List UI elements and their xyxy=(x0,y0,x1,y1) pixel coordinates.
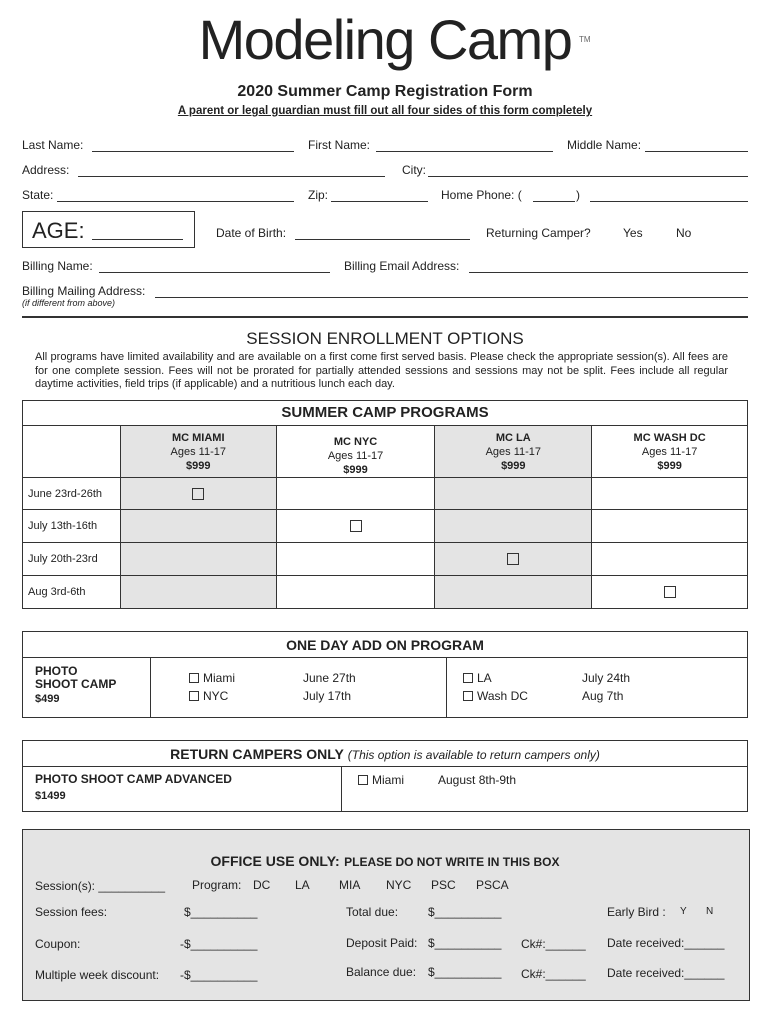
col-price: $999 xyxy=(501,460,526,472)
office-ck-2: Ck#:______ xyxy=(521,967,586,981)
oneday-date: July 24th xyxy=(582,671,631,685)
return-title: RETURN CAMPERS ONLY xyxy=(170,746,344,762)
returning-no-option[interactable]: No xyxy=(676,226,692,240)
cell-empty xyxy=(276,576,435,609)
cell-empty xyxy=(276,478,435,510)
checkbox-miami-june[interactable] xyxy=(192,488,204,500)
office-deposit-blank: $__________ xyxy=(428,936,502,950)
office-total-due-blank: $__________ xyxy=(428,905,502,919)
oneday-option-miami[interactable] xyxy=(189,671,235,685)
office-program-label: Program: xyxy=(192,878,242,892)
cell-empty xyxy=(120,543,276,576)
oneday-col-divider xyxy=(150,657,151,717)
home-phone-field[interactable] xyxy=(590,201,748,202)
address-label: Address: xyxy=(22,163,70,177)
cell-empty xyxy=(120,510,276,543)
session-title: SESSION ENROLLMENT OPTIONS xyxy=(246,329,524,348)
area-code-field[interactable] xyxy=(533,201,575,202)
cell-empty xyxy=(435,510,592,543)
billing-mailing-field[interactable] xyxy=(155,297,748,298)
billing-email-label: Billing Email Address: xyxy=(344,259,460,273)
option-city: LA xyxy=(477,671,492,685)
office-deposit-label: Deposit Paid: xyxy=(346,936,418,950)
office-header xyxy=(22,853,748,871)
row-label: July 20th-23rd xyxy=(23,543,121,576)
col-ages: Ages 11-17 xyxy=(327,450,384,462)
table-row xyxy=(23,576,748,609)
billing-mailing-label: Billing Mailing Address: xyxy=(22,284,146,298)
office-program-nyc: NYC xyxy=(386,878,412,892)
dob-field[interactable] xyxy=(295,239,470,240)
checkbox-icon xyxy=(463,691,473,701)
checkbox-icon xyxy=(189,691,199,701)
option-city: Wash DC xyxy=(477,689,528,703)
age-label: AGE: xyxy=(32,218,85,243)
option-city: NYC xyxy=(203,689,229,703)
session-description: All programs have limited availability and are available on a first come first served basis. Please check the appropriate session(s). All fees are for one complete session. Fees will not be prorated for partially attended sessions and sessions may not be split. Fees include all regular daytime activities, field trips (if applicable) and a nutritious lunch each day. xyxy=(35,351,728,390)
oneday-divider xyxy=(22,657,748,658)
office-sessions: Session(s): __________ xyxy=(35,879,166,893)
cell-miami-june xyxy=(120,478,276,510)
logo: Modeling Camp xyxy=(198,8,572,71)
office-date-received-1: Date received:______ xyxy=(607,936,725,950)
returning-yes-option[interactable]: Yes xyxy=(623,226,643,240)
row-label: Aug 3rd-6th xyxy=(23,576,121,609)
office-program-dc: DC xyxy=(253,878,271,892)
col-head-la xyxy=(435,426,592,478)
cell-empty xyxy=(276,543,435,576)
return-date: August 8th-9th xyxy=(438,773,517,787)
checkbox-icon xyxy=(358,775,368,785)
oneday-option-nyc[interactable] xyxy=(189,689,228,703)
office-early-bird: Early Bird : xyxy=(607,905,666,919)
last-name-field[interactable] xyxy=(92,151,294,152)
col-ages: Ages 11-17 xyxy=(485,446,542,458)
returning-camper-label: Returning Camper? xyxy=(486,226,591,240)
city-field[interactable] xyxy=(428,176,748,177)
home-phone-label: Home Phone: ( xyxy=(441,188,522,202)
office-program-mia: MIA xyxy=(339,878,361,892)
table-row xyxy=(23,478,748,510)
first-name-label: First Name: xyxy=(308,138,371,152)
return-note: (This option is available to return campers only) xyxy=(347,748,600,762)
oneday-date: July 17th xyxy=(303,689,352,703)
office-coupon-label: Coupon: xyxy=(35,937,81,951)
return-label: PHOTO SHOOT CAMP ADVANCED xyxy=(35,772,232,786)
address-field[interactable] xyxy=(78,176,385,177)
option-city: Miami xyxy=(372,773,404,787)
office-program-psca: PSCA xyxy=(476,878,509,892)
state-field[interactable] xyxy=(57,201,294,202)
col-price: $999 xyxy=(186,460,211,472)
form-subtitle: A parent or legal guardian must fill out all four sides of this form completely xyxy=(177,105,593,117)
oneday-label-line1: PHOTO xyxy=(35,664,78,678)
office-session-fees-label: Session fees: xyxy=(35,905,108,919)
return-header xyxy=(22,746,748,762)
col-head-miami xyxy=(120,426,276,478)
oneday-option-washdc[interactable] xyxy=(463,689,528,703)
cell-dc-aug3 xyxy=(592,576,748,609)
checkbox-nyc-july13[interactable] xyxy=(350,520,362,532)
return-price: $1499 xyxy=(35,790,66,802)
col-price: $999 xyxy=(657,460,682,472)
oneday-col-divider xyxy=(446,657,447,717)
middle-name-field[interactable] xyxy=(645,151,748,152)
return-option-miami[interactable] xyxy=(358,773,404,787)
office-balance-label: Balance due: xyxy=(346,965,417,979)
col-name: MC MIAMI xyxy=(171,432,225,444)
cell-empty xyxy=(592,478,748,510)
office-title: OFFICE USE ONLY: xyxy=(210,853,340,869)
office-total-due-label: Total due: xyxy=(346,905,399,919)
cell-empty xyxy=(435,478,592,510)
col-ages: Ages 11-17 xyxy=(170,446,226,458)
office-early-bird-y: Y xyxy=(680,906,687,917)
last-name-label: Last Name: xyxy=(22,138,84,152)
row-label: June 23rd-26th xyxy=(23,478,121,510)
age-field[interactable] xyxy=(92,239,183,240)
checkbox-la-july20[interactable] xyxy=(507,553,519,565)
cell-empty xyxy=(592,543,748,576)
home-phone-paren: ) xyxy=(576,188,580,202)
cell-empty xyxy=(435,576,592,609)
col-name: MC LA xyxy=(495,432,531,444)
col-head-washdc xyxy=(592,426,748,478)
row-label: July 13th-16th xyxy=(23,510,121,543)
checkbox-icon xyxy=(189,673,199,683)
cell-la-july20 xyxy=(435,543,592,576)
table-row xyxy=(23,510,748,543)
office-balance-blank: $__________ xyxy=(428,965,502,979)
zip-label: Zip: xyxy=(308,188,329,202)
oneday-price: $499 xyxy=(35,693,60,705)
oneday-date: June 27th xyxy=(303,671,356,685)
office-program-la: LA xyxy=(295,878,310,892)
return-col-divider xyxy=(341,766,342,811)
checkbox-dc-aug3[interactable] xyxy=(664,586,676,598)
oneday-date: Aug 7th xyxy=(582,689,624,703)
oneday-title: ONE DAY ADD ON PROGRAM xyxy=(286,637,484,653)
first-name-field[interactable] xyxy=(376,151,553,152)
oneday-option-la[interactable] xyxy=(463,671,492,685)
office-coupon-blank: -$__________ xyxy=(180,937,258,951)
city-label: City: xyxy=(402,163,426,177)
option-city: Miami xyxy=(203,671,235,685)
col-head-nyc xyxy=(276,426,435,478)
programs-header-row xyxy=(23,426,748,478)
office-title-sub: PLEASE DO NOT WRITE IN THIS BOX xyxy=(344,855,560,869)
programs-table xyxy=(22,425,748,609)
office-ck-1: Ck#:______ xyxy=(521,937,586,951)
office-date-received-2: Date received:______ xyxy=(607,966,725,980)
state-label: State: xyxy=(22,188,54,202)
billing-name-field[interactable] xyxy=(99,272,330,273)
if-different-note: (if different from above) xyxy=(22,298,116,308)
billing-email-field[interactable] xyxy=(469,272,748,273)
office-session-fees-blank: $__________ xyxy=(184,905,258,919)
office-early-bird-n: N xyxy=(706,906,714,917)
col-name: MC NYC xyxy=(333,436,378,448)
return-divider xyxy=(22,766,748,767)
col-name: MC WASH DC xyxy=(633,432,706,444)
empty-corner-cell xyxy=(23,426,121,478)
programs-title: SUMMER CAMP PROGRAMS xyxy=(281,404,489,421)
dob-label: Date of Birth: xyxy=(216,226,287,240)
billing-name-label: Billing Name: xyxy=(22,259,93,273)
office-multi-week-label: Multiple week discount: xyxy=(35,968,160,982)
middle-name-label: Middle Name: xyxy=(567,138,642,152)
oneday-label-line2: SHOOT CAMP xyxy=(35,677,117,691)
office-program-psc: PSC xyxy=(431,878,456,892)
cell-nyc-july13 xyxy=(276,510,435,543)
table-row xyxy=(23,543,748,576)
form-title: 2020 Summer Camp Registration Form xyxy=(237,83,533,100)
cell-empty xyxy=(592,510,748,543)
trademark-mark: TM xyxy=(579,35,591,44)
section-divider xyxy=(22,316,748,318)
col-ages: Ages 11-17 xyxy=(641,446,698,458)
office-multi-week-blank: -$__________ xyxy=(180,968,258,982)
zip-field[interactable] xyxy=(331,201,428,202)
col-price: $999 xyxy=(343,464,368,476)
cell-empty xyxy=(120,576,276,609)
checkbox-icon xyxy=(463,673,473,683)
